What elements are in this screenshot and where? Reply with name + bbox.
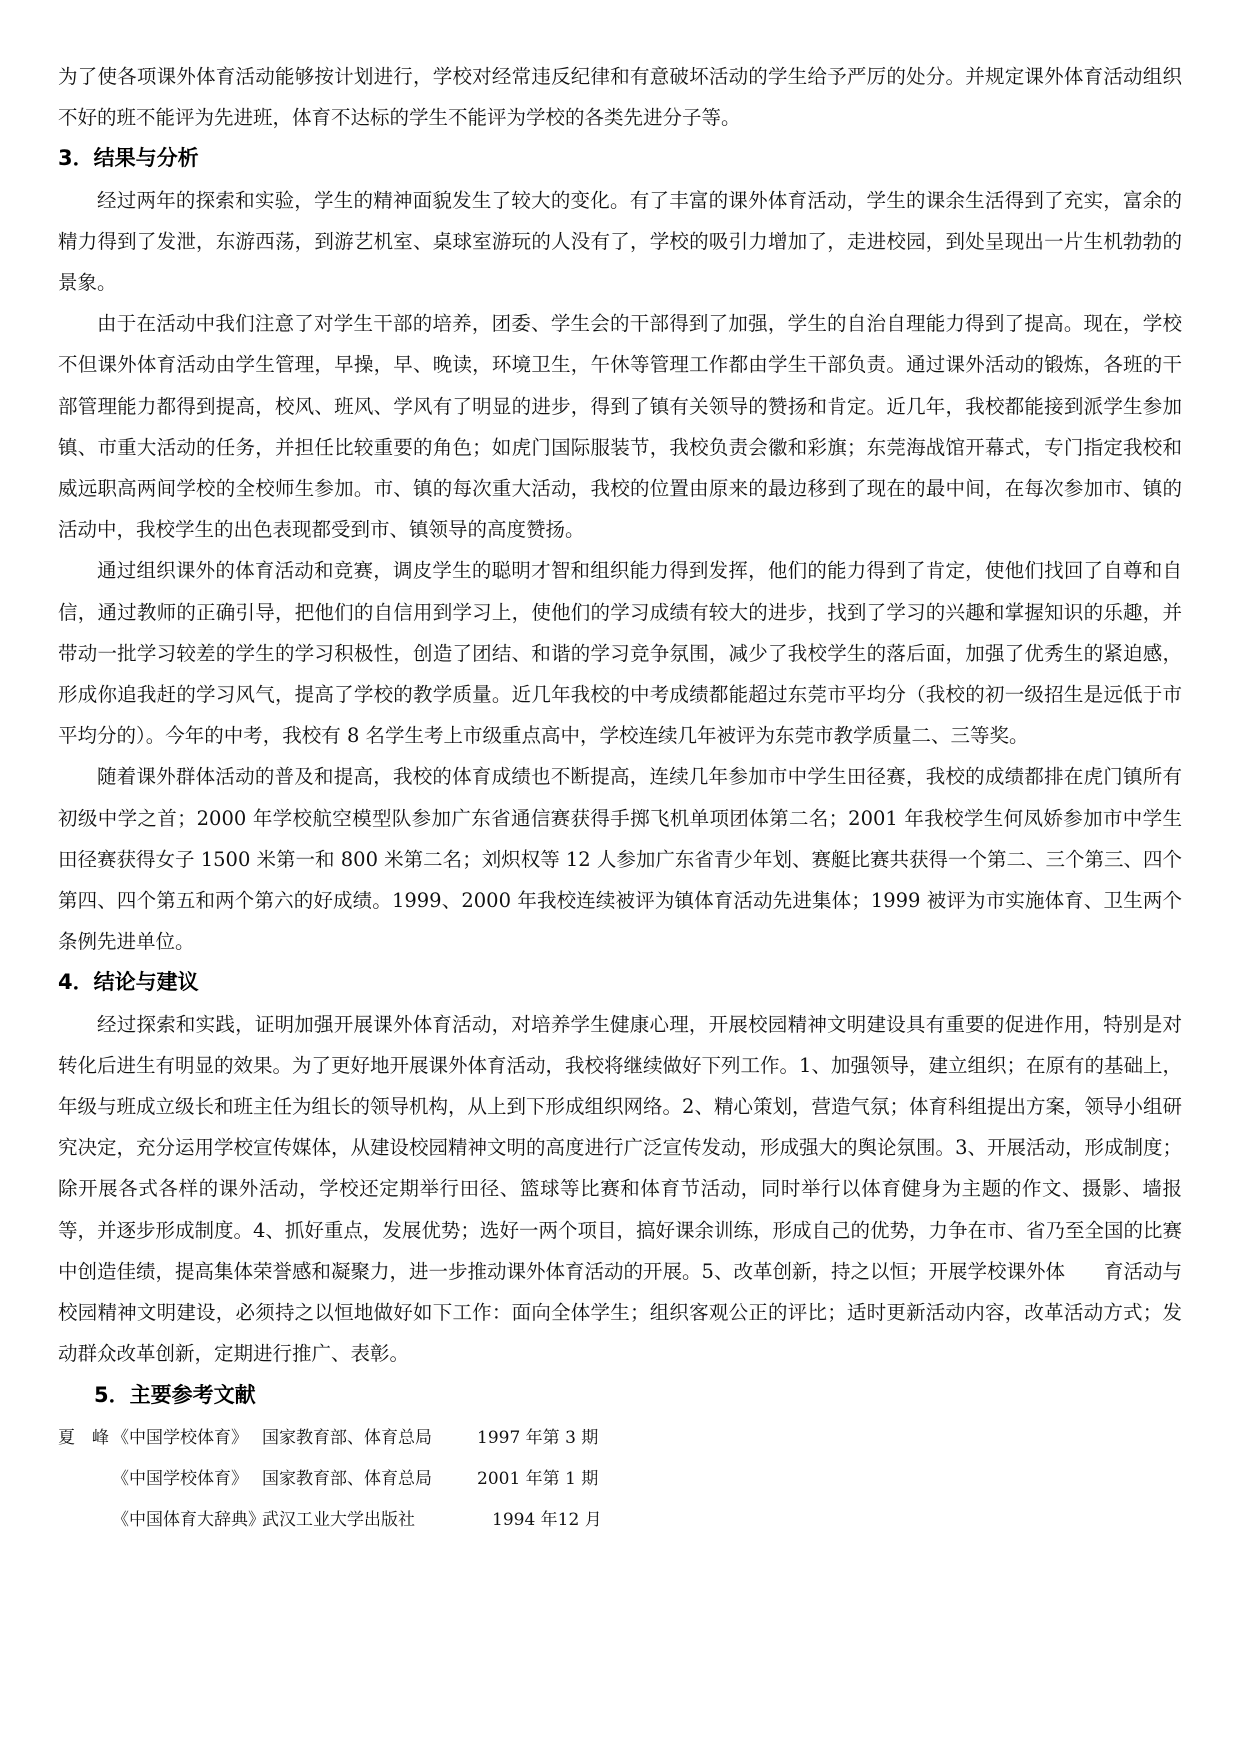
document-page xyxy=(58,56,1182,1541)
reference-publisher: 武汉工业大学出版社 xyxy=(262,1509,415,1530)
results-paragraph-4: 随着课外群体活动的普及和提高，我校的体育成绩也不断提高，连续几年参加市中学生田径赛，我校的成绩都排在虎门镇所有初级中学之首；2000 年学校航空模型队参加广东省通信赛获得手掷飞机单项团体第二名；2001 年我校学生何凤娇参加市中学生田径赛获得女子 1500 米第一和 800 米第二名；刘炽权等 12 人参加广东省青少年划、赛艇比赛共获得一个第二、三个第三、四个第四、四个第五和两个第六的好成绩。1999、2000 年我校连续被评为镇体育活动先进集体；1999 被评为市实施体育、卫生两个条例先进单位。 xyxy=(58,765,1182,954)
reference-list xyxy=(58,1418,1182,1541)
reference-publisher: 国家教育部、体育总局 xyxy=(262,1427,432,1448)
results-paragraph-1: 经过两年的探索和实验，学生的精神面貌发生了较大的变化。有了丰富的课外体育活动，学生的课余生活得到了充实，富余的精力得到了发泄，东游西荡，到游艺机室、桌球室游玩的人没有了，学校的吸引力增加了，走进校园，到处呈现出一片生机勃勃的景象。 xyxy=(58,188,1182,295)
reference-date: 2001 年第 1 期 xyxy=(477,1468,599,1489)
reference-title: 《中国学校体育》 xyxy=(112,1468,248,1489)
reference-title: 《中国体育大辞典》 xyxy=(112,1509,265,1530)
conclusion-paragraph: 经过探索和实践，证明加强开展课外体育活动，对培养学生健康心理，开展校园精神文明建设具有重要的促进作用，特别是对转化后进生有明显的效果。为了更好地开展课外体育活动，我校将继续做好下列工作。1、加强领导，建立组织；在原有的基础上，年级与班成立级长和班主任为组长的领导机构，从上到下形成组织网络。2、精心策划，营造气氛；体育科组提出方案，领导小组研究决定，充分运用学校宣传媒体，从建设校园精神文明的高度进行广泛宣传发动，形成强大的舆论氛围。3、开展活动，形成制度；除开展各式各样的课外活动，学校还定期举行田径、篮球等比赛和体育节活动，同时举行以体育健身为主题的作文、摄影、墙报等，并逐步形成制度。4、抓好重点，发展优势；选好一两个项目，搞好课余训练，形成自己的优势，力争在市、省乃至全国的比赛中创造佳绩，提高集体荣誉感和凝聚力，进一步推动课外体育活动的开展。5、改革创新，持之以恒；开展学校课外体 育活动与校园精神文明建设，必须持之以恒地做好如下工作：面向全体学生；组织客观公正的评比；适时更新活动内容，改革活动方式；发动群众改革创新，定期进行推广、表彰。 xyxy=(58,1012,1182,1366)
reference-item xyxy=(58,1500,1182,1541)
intro-paragraph: 为了使各项课外体育活动能够按计划进行，学校对经常违反纪律和有意破坏活动的学生给予严厉的处分。并规定课外体育活动组织不好的班不能评为先进班，体育不达标的学生不能评为学校的各类先进分子等。 xyxy=(58,65,1182,130)
results-paragraph-2: 由于在活动中我们注意了对学生干部的培养，团委、学生会的干部得到了加强，学生的自治自理能力得到了提高。现在，学校不但课外体育活动由学生管理，早操，早、晚读，环境卫生，午休等管理工作都由学生干部负责。通过课外活动的锻炼，各班的干部管理能力都得到提高，校风、班风、学风有了明显的进步，得到了镇有关领导的赞扬和肯定。近几年，我校都能接到派学生参加镇、市重大活动的任务，并担任比较重要的角色；如虎门国际服装节，我校负责会徽和彩旗；东莞海战馆开幕式，专门指定我校和威远职高两间学校的全校师生参加。市、镇的每次重大活动，我校的位置由原来的最边移到了现在的最中间，在每次参加市、镇的活动中，我校学生的出色表现都受到市、镇领导的高度赞扬。 xyxy=(58,312,1182,542)
section-heading-results: 3．结果与分析 xyxy=(58,146,199,171)
reference-publisher: 国家教育部、体育总局 xyxy=(262,1468,432,1489)
reference-title: 《中国学校体育》 xyxy=(112,1427,248,1448)
reference-author: 夏 峰 xyxy=(58,1427,109,1448)
reference-date: 1994 年12 月 xyxy=(492,1509,602,1530)
reference-item xyxy=(58,1418,1182,1459)
reference-date: 1997 年第 3 期 xyxy=(477,1427,599,1448)
section-heading-conclusion: 4．结论与建议 xyxy=(58,970,199,995)
results-paragraph-3: 通过组织课外的体育活动和竞赛，调皮学生的聪明才智和组织能力得到发挥，他们的能力得到了肯定，使他们找回了自尊和自信，通过教师的正确引导，把他们的自信用到学习上，使他们的学习成绩有较大的进步，找到了学习的兴趣和掌握知识的乐趣，并带动一批学习较差的学生的学习积极性，创造了团结、和谐的学习竞争氛围，减少了我校学生的落后面，加强了优秀生的紧迫感，形成你追我赶的学习风气，提高了学校的教学质量。近几年我校的中考成绩都能超过东莞市平均分（我校的初一级招生是远低于市平均分的）。今年的中考，我校有 8 名学生考上市级重点高中，学校连续几年被评为东莞市教学质量二、三等奖。 xyxy=(58,559,1182,748)
reference-item xyxy=(58,1459,1182,1500)
section-heading-references: 5．主要参考文献 xyxy=(94,1382,256,1407)
